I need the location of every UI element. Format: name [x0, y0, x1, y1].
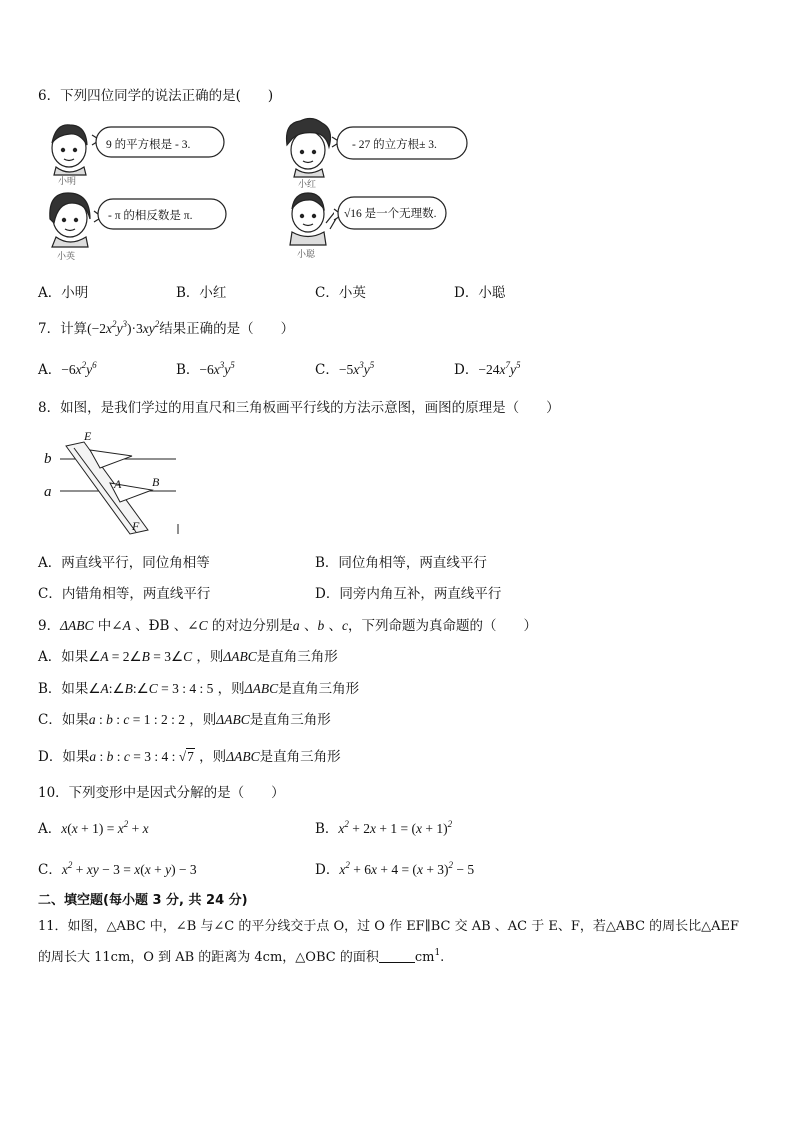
- q7-stem-suffix: 结果正确的是（ ）: [159, 321, 295, 337]
- section-2-heading: 二、填空题(每小题 3 分, 共 24 分): [38, 893, 248, 908]
- q9-option-c: C．如果a : b : c = 1 : 2 : 2 ，则ΔABC是直角三角形: [38, 712, 331, 728]
- q8-stem: 8．如图，是我们学过的用直尺和三角板画平行线的方法示意图，画图的原理是（ ）: [38, 400, 560, 416]
- q11-line2: 的周长大 11cm，O 到 AB 的距离为 4cm，△OBC 的面积 $cm^1$.: [38, 948, 445, 965]
- label-e: E: [84, 429, 92, 443]
- q6-option-b: B．小红: [176, 285, 227, 301]
- label-b-line: b: [44, 451, 52, 467]
- person-xiaohong-icon: [287, 118, 331, 177]
- q11-line1: 11．如图，△ABC 中，∠B 与∠C 的平分线交于点 O，过 O 作 EF∥BC 交 AB 、AC 于 E、F，若△ABC 的周长比△AEF: [38, 919, 740, 934]
- q9-option-b: B．如果∠A:∠B:∠C = 3 : 4 : 5 ，则ΔABC是直角三角形: [38, 681, 360, 697]
- speaker-name-3: 小英: [57, 252, 76, 262]
- speech-bubble-3: - π 的相反数是 π.: [108, 210, 193, 222]
- q9-option-d: D．如果a : b : c = 3 : 4 : √7 ，则ΔABC是直角三角形: [38, 749, 341, 765]
- label-f: F: [132, 519, 140, 533]
- q7-stem-prefix: 7．计算: [38, 321, 88, 337]
- person-xiaoming-icon: [52, 125, 87, 175]
- q8-option-b: B．同位角相等，两直线平行: [315, 555, 487, 571]
- q8-option-c: C．内错角相等，两直线平行: [38, 586, 211, 602]
- q10-option-b: B．$x^2 + 2x + 1 = (x + 1)^2$: [315, 819, 453, 837]
- q6-option-c: C．小英: [315, 285, 366, 301]
- speaker-name-1: 小明: [58, 177, 77, 187]
- q7-option-a: A．$-6x^2y^6$: [38, 360, 97, 378]
- q8-ruler-triangle-figure: [40, 428, 200, 538]
- q7-option-d: D．$-24x^7y^5$: [454, 360, 521, 378]
- q6-option-d: D．小聪: [454, 285, 506, 301]
- q9-stem: 9．ΔABC 中∠A 、ÐB 、∠C 的对边分别是a 、b 、c，下列命题为真命题的（ ）: [38, 618, 537, 634]
- q8-option-d: D．同旁内角互补，两直线平行: [315, 586, 502, 602]
- q6-option-a: A．小明: [38, 285, 89, 301]
- q7-stem: [38, 317, 294, 337]
- speech-bubble-2: - 27 的立方根± 3.: [352, 139, 437, 151]
- q10-option-d: D．$x^2 + 6x + 4 = (x + 3)^2 - 5$: [315, 860, 475, 878]
- speech-bubble-4: √16 是一个无理数.: [344, 208, 437, 220]
- q7-expression: $(-2x^2y^3)\cdot 3xy^2$: [87, 319, 160, 336]
- person-xiaoying-icon: [50, 193, 90, 247]
- label-a-point: A: [114, 477, 122, 491]
- q7-option-b: B．$-6x^3y^5$: [176, 360, 235, 378]
- speaker-name-4: 小聪: [297, 250, 316, 260]
- q7-option-c: C．$-5x^3y^5$: [315, 360, 375, 378]
- speech-bubble-1: 9 的平方根是 - 3.: [106, 139, 191, 151]
- q8-option-a: A．两直线平行，同位角相等: [38, 555, 210, 571]
- q9-option-a: A．如果∠A = 2∠B = 3∠C ，则ΔABC是直角三角形: [38, 649, 338, 665]
- person-xiaocong-icon: [290, 193, 337, 245]
- answer-blank[interactable]: [379, 949, 415, 963]
- label-a-line: a: [44, 484, 52, 500]
- q9-stem-math: ΔABC: [60, 618, 94, 633]
- speaker-name-2: 小红: [298, 180, 317, 190]
- q10-option-a: A．$x(x + 1) = x^2 + x$: [38, 819, 149, 837]
- q6-stem: 6．下列四位同学的说法正确的是( ): [38, 88, 274, 104]
- q10-stem: 10．下列变形中是因式分解的是（ ）: [38, 785, 285, 801]
- label-b-point: B: [152, 475, 160, 489]
- q10-option-c: C．$x^2$ + xy − 3 = x(x + y) − 3: [38, 860, 197, 878]
